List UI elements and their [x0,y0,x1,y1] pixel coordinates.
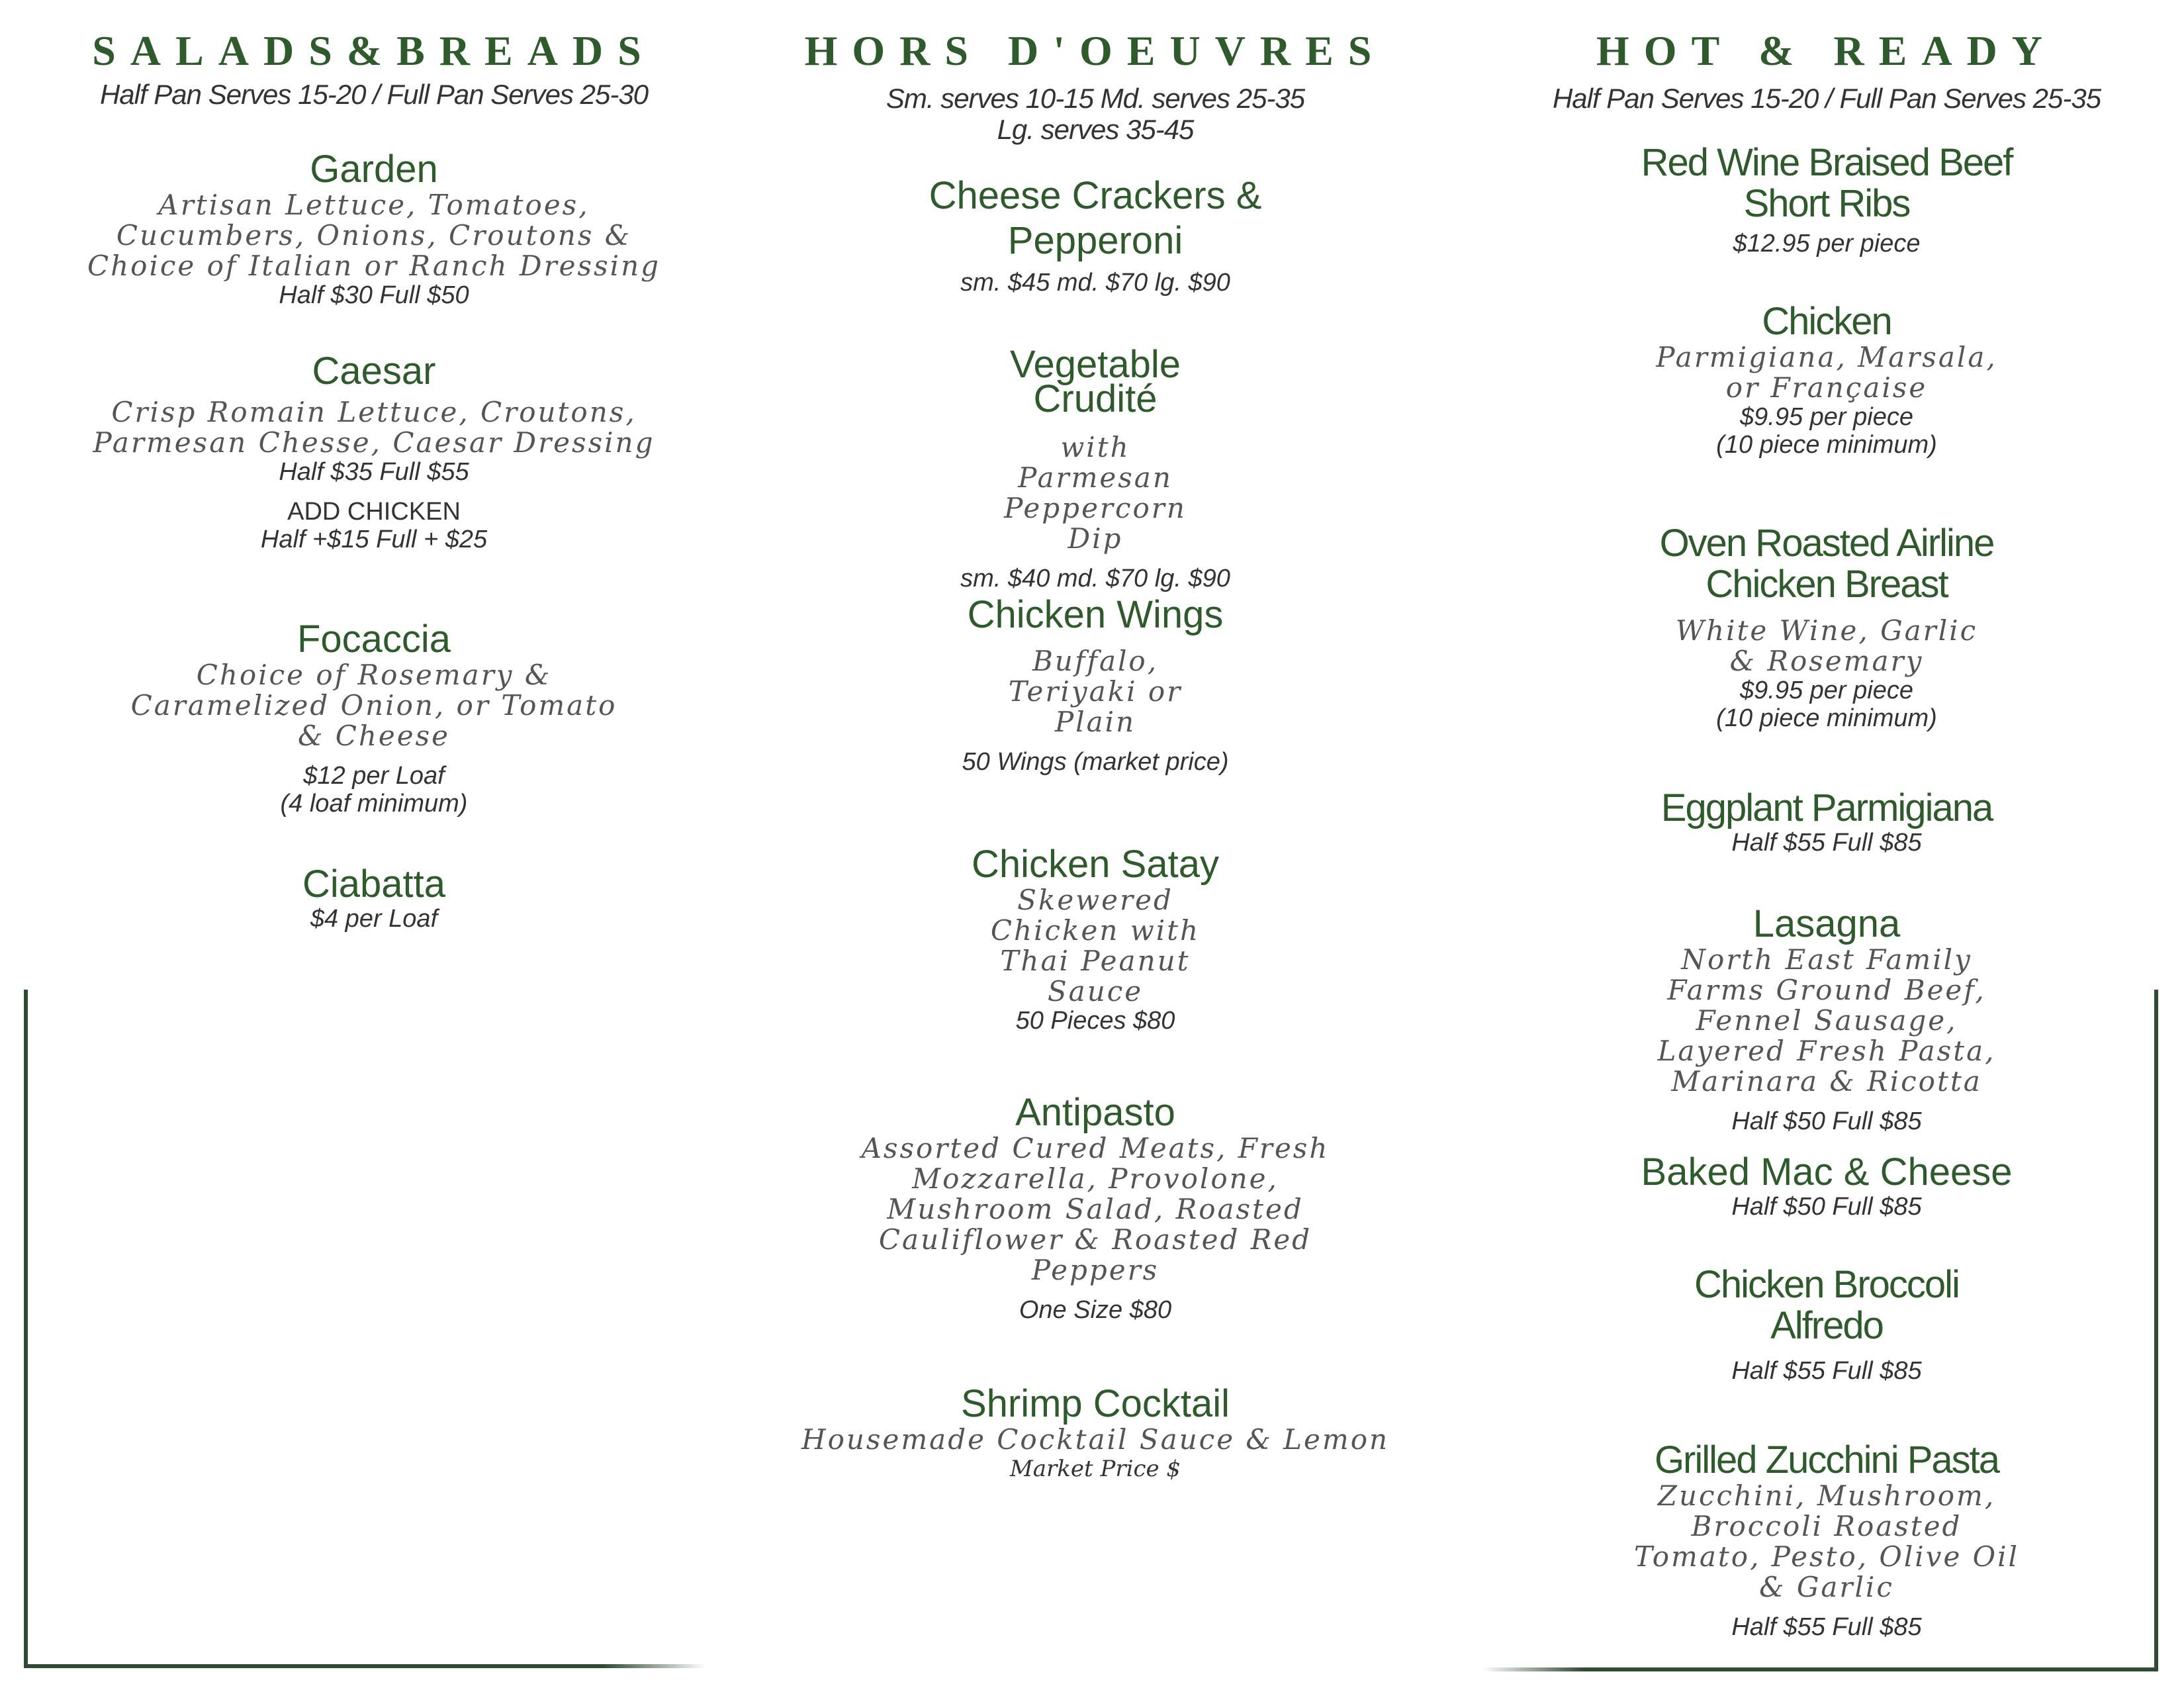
item-description: Crisp Romain Lettuce, Croutons, Parmesan Chesse, Caesar Dressing [93,396,655,459]
menu-item-cheese-crackers [748,173,1443,297]
frame-line-right [2154,990,2158,1671]
item-note: (10 piece minimum) [1716,704,1937,732]
item-price: Half $55 Full $85 [1731,829,1922,857]
serves-info: Half Pan Serves 15-20 / Full Pan Serves 25-35 [1552,83,2101,114]
item-description: with Parmesan Peppercorn Dip [1004,431,1187,555]
item-price: $4 per Loaf [310,905,438,933]
item-name: Ciabatta [302,863,446,906]
item-name: Red Wine Braised Beef Short Ribs [1641,141,2013,225]
item-note: (10 piece minimum) [1716,431,1937,459]
item-description: Choice of Rosemary & Caramelized Onion, or Tomato & Cheese [130,659,617,752]
item-price: sm. $45 md. $70 lg. $90 [960,269,1230,297]
menu-item-chicken-alfredo [1469,1264,2184,1385]
item-name: Eggplant Parmigiana [1661,786,1993,829]
menu-item-antipasto [748,1092,1443,1324]
item-description: Parmigiana, Marsala, or Française [1656,341,1997,404]
item-name: Grilled Zucchini Pasta [1654,1438,1999,1481]
menu-item-crudite [748,343,1443,592]
item-name: Chicken Wings [967,593,1224,636]
section-title-salads-breads: SALADS&BREADS [92,27,656,74]
menu-item-chicken-wings [748,594,1443,776]
item-name: Lasagna [1752,902,1901,945]
item-price: Half $30 Full $50 [279,281,469,309]
item-price: $12.95 per piece [1733,230,1921,258]
item-name: Chicken Broccoli Alfredo [1694,1263,1959,1347]
item-price: $9.95 per piece [1740,403,1913,431]
menu-item-eggplant [1469,788,2184,857]
menu-item-garden [26,149,721,309]
item-name: Cheese Crackers & Pepperoni [929,174,1262,262]
menu-item-short-ribs [1469,142,2184,258]
item-name: Shrimp Cocktail [960,1382,1230,1425]
item-price: Half $50 Full $85 [1731,1107,1922,1135]
item-price: $12 per Loaf [303,762,445,790]
item-price: Half $55 Full $85 [1731,1357,1922,1385]
frame-line-left [24,990,28,1668]
item-name: Garden [310,148,438,191]
frame-line-bottom-left [24,1664,705,1668]
item-name: Chicken Satay [972,843,1219,886]
item-description: Housemade Cocktail Sauce & Lemon [801,1423,1390,1456]
item-name: Chicken [1762,300,1891,343]
item-name: Antipasto [1015,1091,1175,1134]
addon-price: Half +$15 Full + $25 [260,526,488,553]
menu-item-caesar [26,351,721,553]
menu-item-focaccia [26,619,721,818]
menu-item-airline-chicken [1469,523,2184,732]
item-price: Half $55 Full $85 [1731,1613,1922,1641]
section-title-hot-ready: HOT & READY [1596,27,2057,74]
item-name: Oven Roasted Airline Chicken Breast [1659,522,1994,606]
item-name: Focaccia [296,618,451,661]
item-price: sm. $40 md. $70 lg. $90 [960,565,1230,592]
item-description: Skewered Chicken with Thai Peanut Sauce [990,884,1201,1008]
item-name: Caesar [312,350,436,393]
menu-item-mac-cheese [1469,1152,2184,1221]
frame-line-bottom-right [1482,1667,2158,1671]
item-price: 50 Pieces $80 [1015,1007,1175,1035]
serves-info: Half Pan Serves 15-20 / Full Pan Serves 25-30 [99,79,649,110]
menu-item-chicken-satay [748,844,1443,1035]
addon-label: ADD CHICKEN [287,498,461,526]
item-price: One Size $80 [1019,1296,1172,1324]
item-description: North East Family Farms Ground Beef, Fennel Sausage, Layered Fresh Pasta, Marinara & Ricotta [1657,943,1996,1098]
item-note: (4 loaf minimum) [280,790,468,818]
item-description: Zucchini, Mushroom, Broccoli Roasted Tomato, Pesto, Olive Oil & Garlic [1634,1479,2019,1603]
item-price: 50 Wings (market price) [962,748,1229,776]
item-description: Assorted Cured Meats, Fresh Mozzarella, Provolone, Mushroom Salad, Roasted Cauliflower & Roasted Red Peppers [861,1132,1330,1286]
item-name: Baked Mac & Cheese [1641,1150,2013,1194]
menu-item-zucchini-pasta [1469,1440,2184,1641]
menu-item-ciabatta [26,864,721,933]
item-price: Half $50 Full $85 [1731,1193,1922,1221]
serves-info-line-2: Lg. serves 35-45 [997,114,1194,145]
item-name: Vegetable Crudité [1009,343,1181,420]
item-description: Buffalo, Teriyaki or Plain [1008,645,1183,738]
item-description: Artisan Lettuce, Tomatoes, Cucumbers, Onions, Croutons & Choice of Italian or Ranch Dressing [87,189,661,282]
section-title-hors-doeuvres: HORS D'OEUVRES [804,27,1387,74]
menu-item-shrimp-cocktail [748,1383,1443,1483]
item-price: Half $35 Full $55 [279,458,469,486]
item-price: $9.95 per piece [1740,677,1913,704]
item-price: Market Price $ [1009,1456,1181,1482]
serves-info-line-1: Sm. serves 10-15 Md. serves 25-35 [886,83,1305,114]
menu-item-lasagna [1469,904,2184,1135]
item-description: White Wine, Garlic & Rosemary [1675,614,1978,677]
menu-item-chicken [1469,301,2184,459]
